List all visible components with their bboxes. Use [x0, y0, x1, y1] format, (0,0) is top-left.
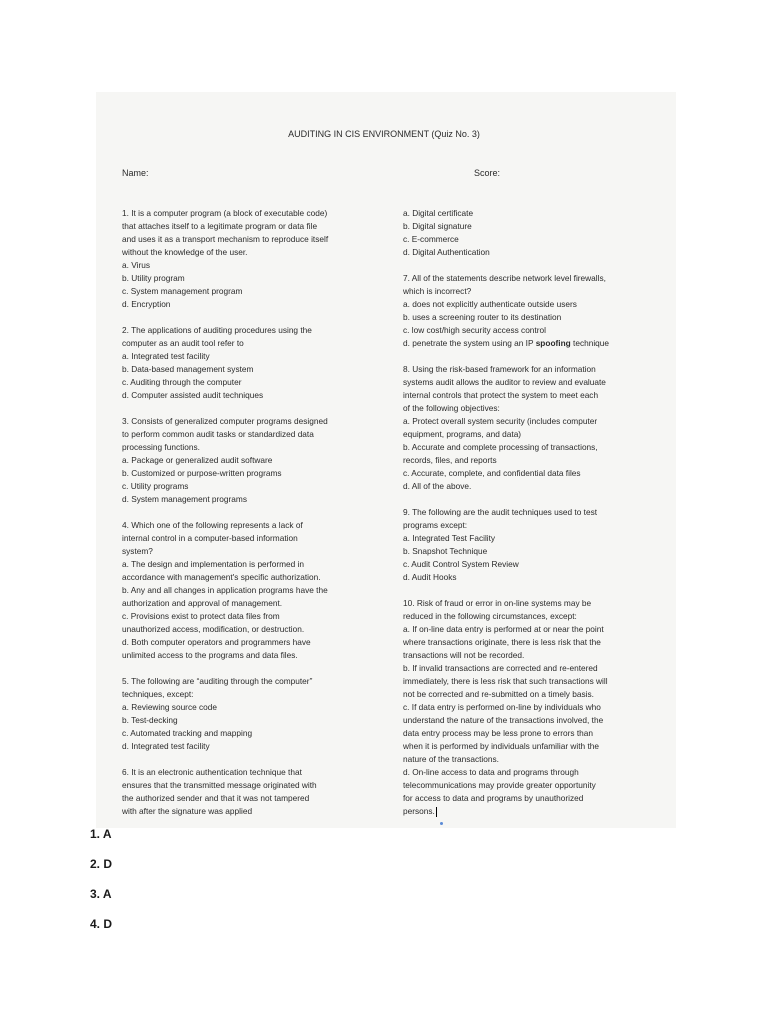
question-line: processing functions.: [122, 442, 200, 452]
question-line: equipment, programs, and data): [403, 429, 522, 439]
question-line: b. Digital signature: [403, 221, 472, 231]
question-line: internal controls that protect the system to meet each: [403, 390, 599, 400]
question-line: of the following objectives:: [403, 403, 500, 413]
question-block: [403, 272, 669, 350]
question-line: and uses it as a transport mechanism to reproduce itself: [122, 234, 329, 244]
question-line: 5. The following are “auditing through the computer”: [122, 676, 313, 686]
question-line: when it is performed by individuals unfamiliar with the: [403, 741, 599, 751]
question-line: d. All of the above.: [403, 481, 472, 491]
question-line: 4. Which one of the following represents a lack of: [122, 520, 303, 530]
question-line: c. Automated tracking and mapping: [122, 728, 253, 738]
question-line: computer as an audit tool refer to: [122, 338, 244, 348]
question-line: c. System management program: [122, 286, 243, 296]
question-line: d. Encryption: [122, 299, 171, 309]
question-line: a. Integrated test facility: [122, 351, 210, 361]
question-line: not be corrected and re-submitted on a timely basis.: [403, 689, 594, 699]
question-line: c. Utility programs: [122, 481, 189, 491]
question-line: d. On-line access to data and programs through: [403, 767, 579, 777]
quiz-title: AUDITING IN CIS ENVIRONMENT (Quiz No. 3): [288, 129, 480, 139]
question-line: with after the signature was applied: [122, 806, 253, 816]
question-line: 8. Using the risk-based framework for an information: [403, 364, 596, 374]
question-line: a. If on-line data entry is performed at or near the point: [403, 624, 604, 634]
question-line: b. If invalid transactions are corrected and re-entered: [403, 663, 598, 673]
question-block: [403, 506, 669, 584]
question-line: a. Package or generalized audit software: [122, 455, 273, 465]
question-line: c. Provisions exist to protect data files from: [122, 611, 280, 621]
question-line: ensures that the transmitted message originated with: [122, 780, 317, 790]
answer-item: 2. D: [90, 857, 113, 871]
question-line: systems audit allows the auditor to review and evaluate: [403, 377, 606, 387]
question-line: nature of the transactions.: [403, 754, 499, 764]
question-line: d. Audit Hooks: [403, 572, 457, 582]
question-line: a. does not explicitly authenticate outside users: [403, 299, 577, 309]
question-line: b. Test-decking: [122, 715, 178, 725]
question-line: transactions will not be recorded.: [403, 650, 525, 660]
question-line: persons.: [403, 806, 435, 816]
answer-list: [90, 824, 112, 944]
question-line: for access to data and programs by unauthorized: [403, 793, 584, 803]
left-question-column: [122, 207, 384, 831]
text-anchor-marker: [440, 822, 443, 825]
question-line: data entry process may be less prone to errors than: [403, 728, 594, 738]
question-line: d. Computer assisted audit techniques: [122, 390, 264, 400]
question-line: c. Auditing through the computer: [122, 377, 242, 387]
question-line-text: d. penetrate the system using an IP: [403, 338, 536, 348]
question-line: to perform common audit tasks or standardized data: [122, 429, 314, 439]
question-line: accordance with management's specific authorization.: [122, 572, 321, 582]
question-line: system?: [122, 546, 153, 556]
answer-item: 1. A: [90, 827, 112, 841]
question-block: [122, 675, 384, 753]
question-line: techniques, except:: [122, 689, 194, 699]
question-line: internal control in a computer-based information: [122, 533, 298, 543]
question-line: c. Audit Control System Review: [403, 559, 519, 569]
question-line: d. Integrated test facility: [122, 741, 210, 751]
question-line-text: technique: [570, 338, 610, 348]
question-line: d. Both computer operators and programmers have: [122, 637, 311, 647]
question-line: programs except:: [403, 520, 468, 530]
question-line: b. Accurate and complete processing of transactions,: [403, 442, 598, 452]
question-line: b. Any and all changes in application programs have the: [122, 585, 328, 595]
question-block: [122, 519, 384, 662]
question-line: immediately, there is less risk that such transactions will: [403, 676, 608, 686]
question-line: b. Snapshot Technique: [403, 546, 488, 556]
question-line: a. Digital certificate: [403, 208, 474, 218]
question-line: a. The design and implementation is performed in: [122, 559, 305, 569]
question-line: 3. Consists of generalized computer programs designed: [122, 416, 328, 426]
question-line: b. Utility program: [122, 273, 185, 283]
question-line: b. Data-based management system: [122, 364, 254, 374]
question-line: telecommunications may provide greater opportunity: [403, 780, 596, 790]
question-line: where transactions originate, there is less risk that the: [403, 637, 601, 647]
question-line: c. Accurate, complete, and confidential data files: [403, 468, 581, 478]
question-block: [403, 597, 669, 818]
question-line: c. E-commerce: [403, 234, 459, 244]
question-line: reduced in the following circumstances, except:: [403, 611, 577, 621]
question-line: 9. The following are the audit techniques used to test: [403, 507, 598, 517]
question-block: [403, 363, 669, 493]
question-line: 6. It is an electronic authentication technique that: [122, 767, 302, 777]
question-line: the authorized sender and that it was not tampered: [122, 793, 310, 803]
question-line: without the knowledge of the user.: [122, 247, 248, 257]
question-line: 1. It is a computer program (a block of executable code): [122, 208, 328, 218]
answer-item: 4. D: [90, 917, 113, 931]
question-line: a. Integrated Test Facility: [403, 533, 496, 543]
question-block: [122, 324, 384, 402]
question-block: [122, 766, 384, 818]
name-label: Name:: [122, 168, 149, 178]
question-line: 2. The applications of auditing procedures using the: [122, 325, 312, 335]
question-line: b. Customized or purpose-written programs: [122, 468, 282, 478]
score-label: Score:: [474, 168, 501, 178]
question-line: 10. Risk of fraud or error in on-line systems may be: [403, 598, 592, 608]
question-line: a. Reviewing source code: [122, 702, 218, 712]
question-line: authorization and approval of management.: [122, 598, 283, 608]
question-line: a. Virus: [122, 260, 150, 270]
question-block: [122, 415, 384, 506]
answer-item: 3. A: [90, 887, 112, 901]
right-question-column: [403, 207, 669, 831]
question-line: c. If data entry is performed on-line by individuals who: [403, 702, 601, 712]
question-line: d. System management programs: [122, 494, 247, 504]
question-block: [122, 207, 384, 311]
question-line: [403, 337, 669, 350]
bold-term: spoofing: [535, 338, 571, 348]
question-line: b. uses a screening router to its destination: [403, 312, 562, 322]
question-line: 7. All of the statements describe network level firewalls,: [403, 273, 606, 283]
question-line: understand the nature of the transactions involved, the: [403, 715, 604, 725]
question-line: which is incorrect?: [403, 286, 472, 296]
question-line: records, files, and reports: [403, 455, 497, 465]
question-block: [403, 207, 669, 259]
question-line: c. low cost/high security access control: [403, 325, 546, 335]
question-line: unlimited access to the programs and data files.: [122, 650, 298, 660]
question-line: unauthorized access, modification, or destruction.: [122, 624, 305, 634]
question-line: that attaches itself to a legitimate program or data file: [122, 221, 318, 231]
text-cursor: [436, 807, 437, 817]
question-line: d. Digital Authentication: [403, 247, 490, 257]
question-line: a. Protect overall system security (includes computer: [403, 416, 598, 426]
